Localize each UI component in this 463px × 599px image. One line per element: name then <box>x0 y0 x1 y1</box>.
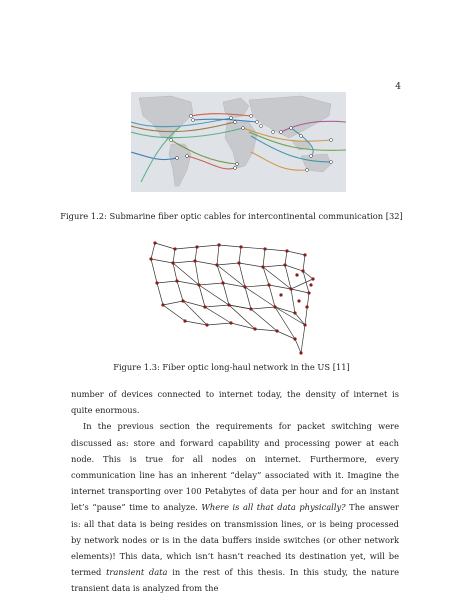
figure-caption: Figure 1.2: Submarine fiber optic cables for intercontinental communication [32] <box>60 211 403 221</box>
paragraph: number of devices connected to internet today, the density of internet is quite enormous. <box>71 389 399 416</box>
body-text <box>71 386 399 597</box>
paragraph: In the previous section the requirements for packet switching were discussed as: store and forward capability and processing power at each node. This is true for all nodes on internet. Furthermore, every communication line has an inherent “delay” associated with it. Imagine the internet transporting over 100 Petabytes of data per hour and for an instant let’s “pause” time to analyze. Where is all that data physically? The answer is: all that data is being resides on transmission lines, or is being processed by network nodes or is in the data buffers inside switches (or other network elements)! This data, which isn’t hasn’t reached its destination yet, will be termed transient data in the rest of this thesis. In this study, the nature transient data is analyzed from the <box>71 421 400 594</box>
figure-caption: Figure 1.3: Fiber optic long-haul network in the US [11] <box>113 362 350 372</box>
page-number: 4 <box>395 82 401 92</box>
us-fiber-network-figure <box>145 235 320 360</box>
submarine-cable-map-figure <box>131 92 346 192</box>
